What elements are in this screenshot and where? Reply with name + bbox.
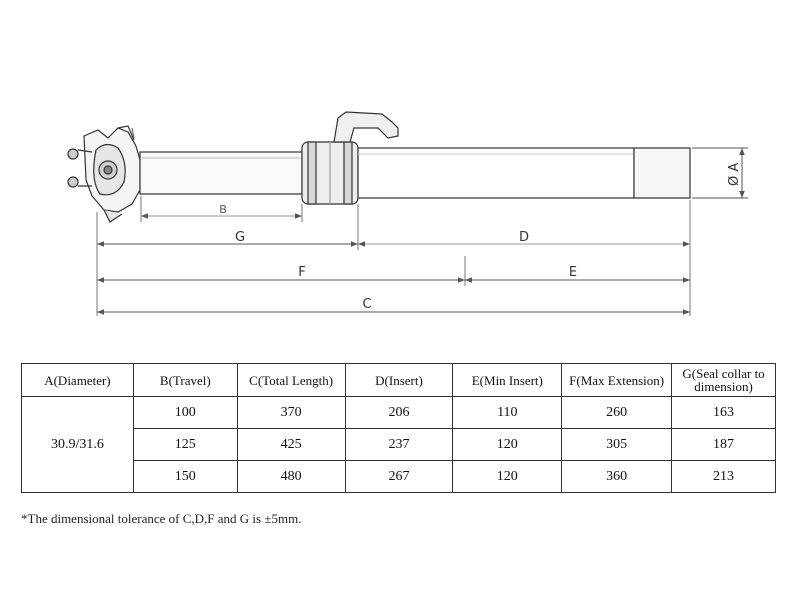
- table-row: [22, 429, 776, 461]
- table-cell: 120: [453, 429, 562, 461]
- table-cell: 425: [237, 429, 345, 461]
- dimension-b-label: B: [219, 203, 227, 216]
- dimension-f-label: F: [298, 265, 306, 280]
- seal-collar: [302, 142, 358, 204]
- dimension-g-label: G: [234, 230, 246, 245]
- lower-tube-end: [634, 148, 690, 198]
- header-e: E(Min Insert): [453, 364, 562, 397]
- dimension-d-label: D: [518, 230, 530, 245]
- table-row: [22, 461, 776, 493]
- header-g: G(Seal collar to dimension): [672, 364, 776, 397]
- table-cell: 120: [453, 461, 562, 493]
- header-a: A(Diameter): [22, 364, 134, 397]
- dimension-c-label: C: [362, 297, 372, 312]
- table-cell: 267: [345, 461, 453, 493]
- table-cell: 260: [562, 397, 672, 429]
- diameter-cell: 30.9/31.6: [22, 397, 134, 493]
- table-cell: 163: [672, 397, 776, 429]
- header-d: D(Insert): [345, 364, 453, 397]
- cable-actuator: [334, 112, 398, 142]
- table-cell: 206: [345, 397, 453, 429]
- table-cell: 100: [133, 397, 237, 429]
- saddle-clamp-head: [68, 126, 140, 222]
- table-cell: 213: [672, 461, 776, 493]
- table-cell: 480: [237, 461, 345, 493]
- spec-table: [21, 363, 776, 493]
- header-b: B(Travel): [133, 364, 237, 397]
- dimension-a-label: Ø A: [727, 162, 742, 186]
- header-c: C(Total Length): [237, 364, 345, 397]
- lower-tube: [358, 148, 634, 198]
- table-cell: 187: [672, 429, 776, 461]
- table-cell: 360: [562, 461, 672, 493]
- dimension-e-label: E: [568, 265, 578, 280]
- table-cell: 150: [133, 461, 237, 493]
- table-cell: 237: [345, 429, 453, 461]
- table-header-row: [22, 364, 776, 397]
- table-cell: 370: [237, 397, 345, 429]
- table-cell: 305: [562, 429, 672, 461]
- table-cell: 110: [453, 397, 562, 429]
- header-f: F(Max Extension): [562, 364, 672, 397]
- table-row: [22, 397, 776, 429]
- table-cell: 125: [133, 429, 237, 461]
- tolerance-note: *The dimensional tolerance of C,D,F and G is ±5mm.: [21, 511, 302, 526]
